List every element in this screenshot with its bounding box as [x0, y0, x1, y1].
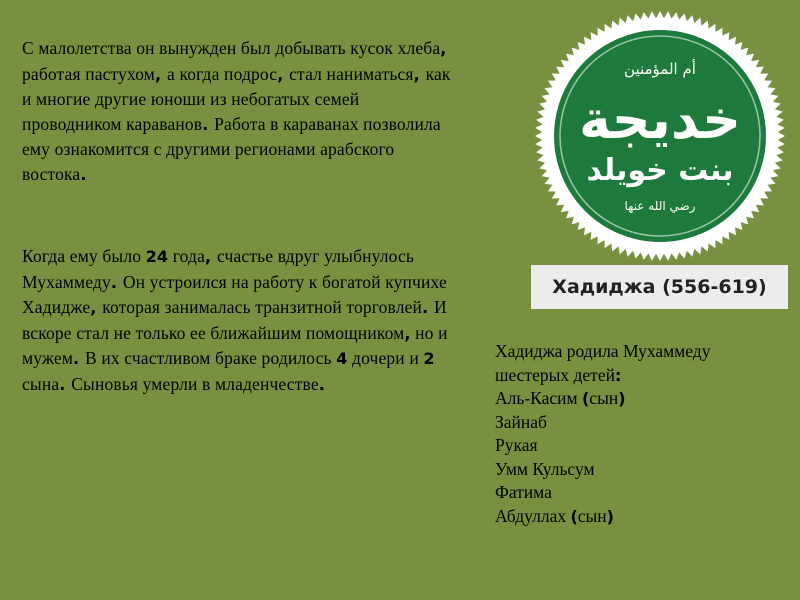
punctuation: , [90, 298, 103, 317]
seal-text-main: خديجة [578, 88, 742, 151]
punctuation: , [404, 323, 411, 343]
punctuation: . [422, 298, 435, 317]
text-fragment: дочери и [347, 348, 424, 368]
text-fragment: счастье вдруг улыбнулось Мухаммеду [22, 246, 415, 292]
child-item: Фатима [495, 482, 552, 502]
child-item [495, 505, 775, 529]
punctuation: , [413, 64, 426, 84]
punctuation: : [614, 365, 622, 385]
child-item: Рукая [495, 435, 538, 455]
text-fragment: Работа в караванах позволила ему ознакомится с другими регионами арабского востока [22, 113, 441, 184]
punctuation: . [80, 164, 87, 184]
child-name: Абдуллах [495, 505, 571, 526]
punctuation: . [110, 272, 123, 292]
punctuation: , [277, 64, 290, 84]
text-fragment: С малолетства он вынужден был добывать кусок хлеба [22, 38, 441, 58]
punctuation: . [59, 374, 72, 394]
text-fragment: работая пастухом [22, 63, 156, 84]
children-list [495, 340, 775, 528]
seal-text-top: أم المؤمنين [624, 60, 696, 78]
child-note: сын [589, 388, 619, 408]
text-fragment: стал наниматься [289, 63, 414, 84]
children-intro-line-1: Хадиджа родила Мухаммеду [495, 341, 711, 361]
punctuation: ( [570, 506, 578, 526]
punctuation: . [202, 114, 215, 134]
child-note: сын [577, 505, 607, 526]
seal-text-bottom: رضي الله عنها [624, 199, 696, 213]
text-fragment: но и мужем [22, 322, 448, 368]
number: 24 [145, 247, 169, 266]
punctuation: , [205, 247, 217, 266]
text-fragment: как и многие другие юноши из небогатых семей проводником караванов [22, 63, 451, 134]
punctuation: ) [618, 389, 626, 408]
punctuation: , [440, 39, 447, 58]
punctuation: . [73, 349, 85, 368]
intro-text: шестерых детей [495, 364, 615, 385]
text-fragment: которая занималась транзитной торговлей [102, 297, 423, 317]
text-fragment: Сыновья умерли в младенчестве [71, 373, 319, 394]
child-item: Умм Кульсум [495, 458, 595, 479]
text-fragment: года [168, 246, 206, 266]
child-item [495, 387, 775, 411]
child-name: Аль-Касим [495, 388, 582, 408]
child-item: Зайнаб [495, 411, 547, 432]
number: 2 [423, 349, 435, 368]
biography-paragraph-2 [22, 244, 470, 397]
punctuation: ( [581, 389, 590, 408]
punctuation: . [318, 374, 325, 394]
text-fragment: а когда подрос [167, 63, 278, 84]
children-intro-line-2 [495, 364, 775, 388]
text-fragment: сына [22, 373, 60, 394]
punctuation: ) [606, 506, 614, 526]
punctuation: , [155, 64, 167, 84]
text-fragment: Он устроился на работу к богатой купчихе Хадидже [22, 271, 447, 317]
khadija-calligraphy-seal [524, 10, 796, 262]
text-fragment: Когда ему было [22, 246, 146, 266]
biography-paragraph-1 [22, 36, 462, 187]
number: 4 [336, 349, 348, 368]
text-fragment: В их счастливом браке родилось [85, 348, 337, 368]
seal-text-sub: بنت خويلد [586, 153, 734, 188]
text-fragment: И вскоре стал не только ее ближайшим помощником [22, 297, 447, 343]
name-label: Хадиджа (556-619) [531, 265, 788, 309]
